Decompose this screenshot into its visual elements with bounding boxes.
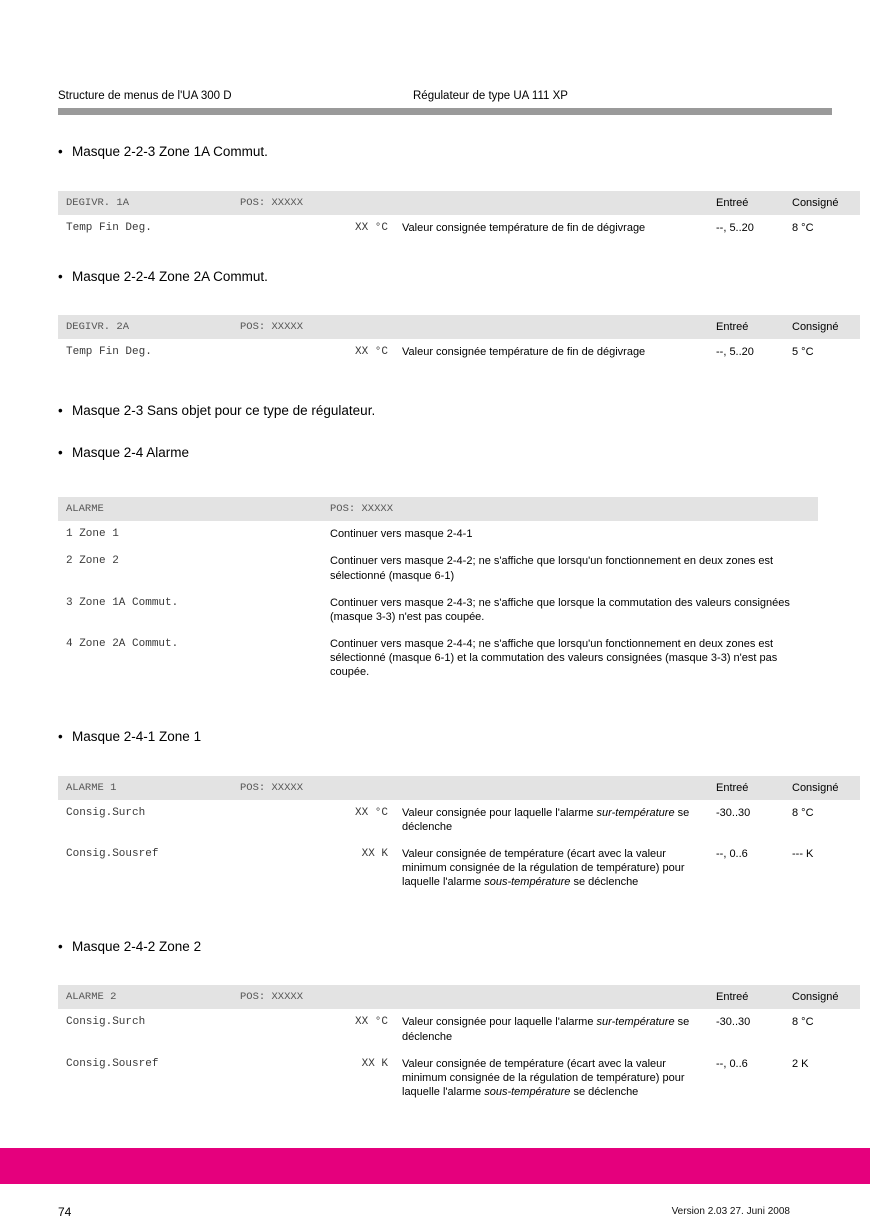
row-description (394, 800, 708, 841)
table-alarme-2 (58, 985, 860, 1105)
row-entree: --, 5..20 (716, 221, 754, 234)
bullet-text: Masque 2-4-1 Zone 1 (72, 728, 202, 744)
row-description: Valeur consignée température de fin de dégivrage (402, 346, 646, 359)
header-position: POS: XXXXX (232, 985, 394, 1009)
footer-color-band (0, 1148, 870, 1184)
table-row (58, 800, 860, 841)
header-position: POS: XXXXX (232, 191, 394, 215)
bullet-dot-icon: • (58, 728, 63, 744)
desc-pre: Valeur consignée de température (écart avec la valeur minimum consignée de la régulation de température) pour laquelle l'alarme (402, 847, 685, 888)
row-entree: --, 0..6 (716, 1057, 748, 1070)
table-row (58, 521, 818, 548)
row-description (394, 1009, 708, 1050)
row-description (394, 1051, 708, 1106)
row-consigne: --- K (792, 847, 814, 860)
header-consigne: Consigné (784, 985, 860, 1009)
bullet-dot-icon: • (58, 444, 63, 460)
table-row (58, 215, 860, 242)
row-consigne: 8 °C (792, 1016, 814, 1029)
header-entree: Entreé (708, 191, 784, 215)
desc-emphasis: sous-température (484, 875, 571, 888)
bullet-text: Masque 2-4 Alarme (72, 444, 190, 460)
table-header-row (58, 497, 818, 521)
desc-pre: Valeur consignée pour laquelle l'alarme (402, 1016, 597, 1029)
bullet-text: Masque 2-2-4 Zone 2A Commut. (72, 268, 268, 284)
desc-emphasis: sur-température (596, 1016, 675, 1029)
header-description (394, 985, 708, 1009)
header-right-text: Régulateur de type UA 111 XP (413, 90, 568, 102)
header-consigne: Consigné (784, 191, 860, 215)
header-position: POS: XXXXX (322, 497, 818, 521)
row-param-name: Consig.Sousref (66, 847, 159, 860)
row-consigne: 2 K (792, 1057, 809, 1070)
table-row (58, 1051, 860, 1106)
bullet-masque-2-2-4 (58, 268, 790, 286)
header-consigne: Consigné (784, 315, 860, 339)
page-number: 74 (58, 1205, 72, 1219)
row-param-name: 1 Zone 1 (66, 528, 119, 541)
desc-post: se déclenche (570, 1085, 639, 1098)
bullet-text: Masque 2-2-3 Zone 1A Commut. (72, 144, 268, 159)
row-entree: --, 5..20 (716, 346, 754, 359)
table-row (58, 590, 818, 631)
table-header-row (58, 191, 860, 215)
bullet-dot-icon: • (58, 268, 63, 284)
bullet-masque-2-3 (58, 402, 790, 420)
row-param-name: 3 Zone 1A Commut. (66, 596, 179, 609)
desc-post: se déclenche (402, 1016, 690, 1043)
table-header-row (58, 776, 860, 800)
table-row (58, 1009, 860, 1050)
bullet-text: Masque 2-4-2 Zone 2 (72, 938, 202, 954)
row-param-name: Consig.Sousref (66, 1057, 159, 1070)
row-description: Continuer vers masque 2-4-2; ne s'affiche que lorsqu'un fonctionnement en deux zones est sélectionné (masque 6-1) (330, 555, 774, 582)
table-row (58, 841, 860, 896)
header-mask-name: ALARME 1 (58, 776, 232, 800)
bullet-dot-icon: • (58, 144, 63, 159)
header-entree: Entreé (708, 315, 784, 339)
row-consigne: 5 °C (792, 346, 814, 359)
bullet-dot-icon: • (58, 403, 63, 419)
bullet-dot-icon: • (58, 938, 63, 954)
row-param-name: Consig.Surch (66, 806, 146, 819)
table-degivr-1a (58, 191, 860, 242)
desc-emphasis: sous-température (484, 1085, 571, 1098)
page-content (58, 90, 839, 1110)
header-left-text: Structure de menus de l'UA 300 D (58, 90, 232, 102)
bullet-masque-2-4-2 (58, 938, 790, 956)
header-consigne: Consigné (784, 776, 860, 800)
header-mask-name: DEGIVR. 2A (58, 315, 232, 339)
row-consigne: 8 °C (792, 221, 814, 234)
row-description: Valeur consignée température de fin de dégivrage (402, 221, 646, 234)
header-mask-name: ALARME 2 (58, 985, 232, 1009)
row-param-name: 2 Zone 2 (66, 555, 119, 568)
header-description (394, 191, 708, 215)
row-description: Continuer vers masque 2-4-4; ne s'affiche que lorsqu'un fonctionnement en deux zones est sélectionné (masque 6-1) et la commutation des valeurs consignées (masque 3-3) n'est pas coupée. (330, 637, 778, 678)
row-unit: XX °C (354, 1016, 388, 1029)
header-mask-name: DEGIVR. 1A (58, 191, 232, 215)
row-entree: --, 0..6 (716, 847, 748, 860)
desc-emphasis: sur-température (596, 806, 675, 819)
row-consigne: 8 °C (792, 806, 814, 819)
row-entree: -30..30 (716, 806, 751, 819)
header-entree: Entreé (708, 985, 784, 1009)
desc-post: se déclenche (402, 806, 690, 833)
row-description: Continuer vers masque 2-4-1 (330, 528, 473, 541)
row-unit: XX °C (354, 221, 388, 234)
table-header-row (58, 315, 860, 339)
bullet-masque-2-4-1 (58, 728, 790, 746)
row-param-name: Consig.Surch (66, 1016, 146, 1029)
table-row (58, 548, 818, 589)
bullet-text: Masque 2-3 Sans objet pour ce type de régulateur. (72, 403, 376, 419)
row-entree: -30..30 (716, 1016, 751, 1029)
header-position: POS: XXXXX (232, 776, 394, 800)
page-header (58, 90, 790, 102)
row-unit: XX K (361, 1057, 388, 1070)
row-unit: XX °C (354, 346, 388, 359)
table-row (58, 631, 818, 686)
desc-post: se déclenche (570, 875, 639, 888)
header-mask-name: ALARME (58, 497, 322, 521)
table-alarme-1 (58, 776, 860, 896)
row-unit: XX °C (354, 806, 388, 819)
row-param-name: Temp Fin Deg. (66, 221, 152, 234)
row-param-name: Temp Fin Deg. (66, 346, 152, 359)
header-entree: Entreé (708, 776, 784, 800)
table-header-row (58, 985, 860, 1009)
desc-pre: Valeur consignée de température (écart avec la valeur minimum consignée de la régulation de température) pour laquelle l'alarme (402, 1057, 685, 1098)
table-alarme (58, 497, 818, 686)
version-text: Version 2.03 27. Juni 2008 (671, 1206, 790, 1217)
row-description: Continuer vers masque 2-4-3; ne s'affiche que lorsque la commutation des valeurs consignées (masque 3-3) n'est pas coupée. (330, 596, 790, 623)
bullet-masque-2-2-3 (58, 143, 790, 161)
row-param-name: 4 Zone 2A Commut. (66, 637, 179, 650)
header-description (394, 315, 708, 339)
header-position: POS: XXXXX (232, 315, 394, 339)
header-divider (58, 108, 832, 115)
row-description (394, 841, 708, 896)
table-row (58, 339, 860, 366)
table-degivr-2a (58, 315, 860, 366)
row-unit: XX K (361, 847, 388, 860)
desc-pre: Valeur consignée pour laquelle l'alarme (402, 806, 597, 819)
header-description (394, 776, 708, 800)
bullet-masque-2-4 (58, 444, 790, 462)
